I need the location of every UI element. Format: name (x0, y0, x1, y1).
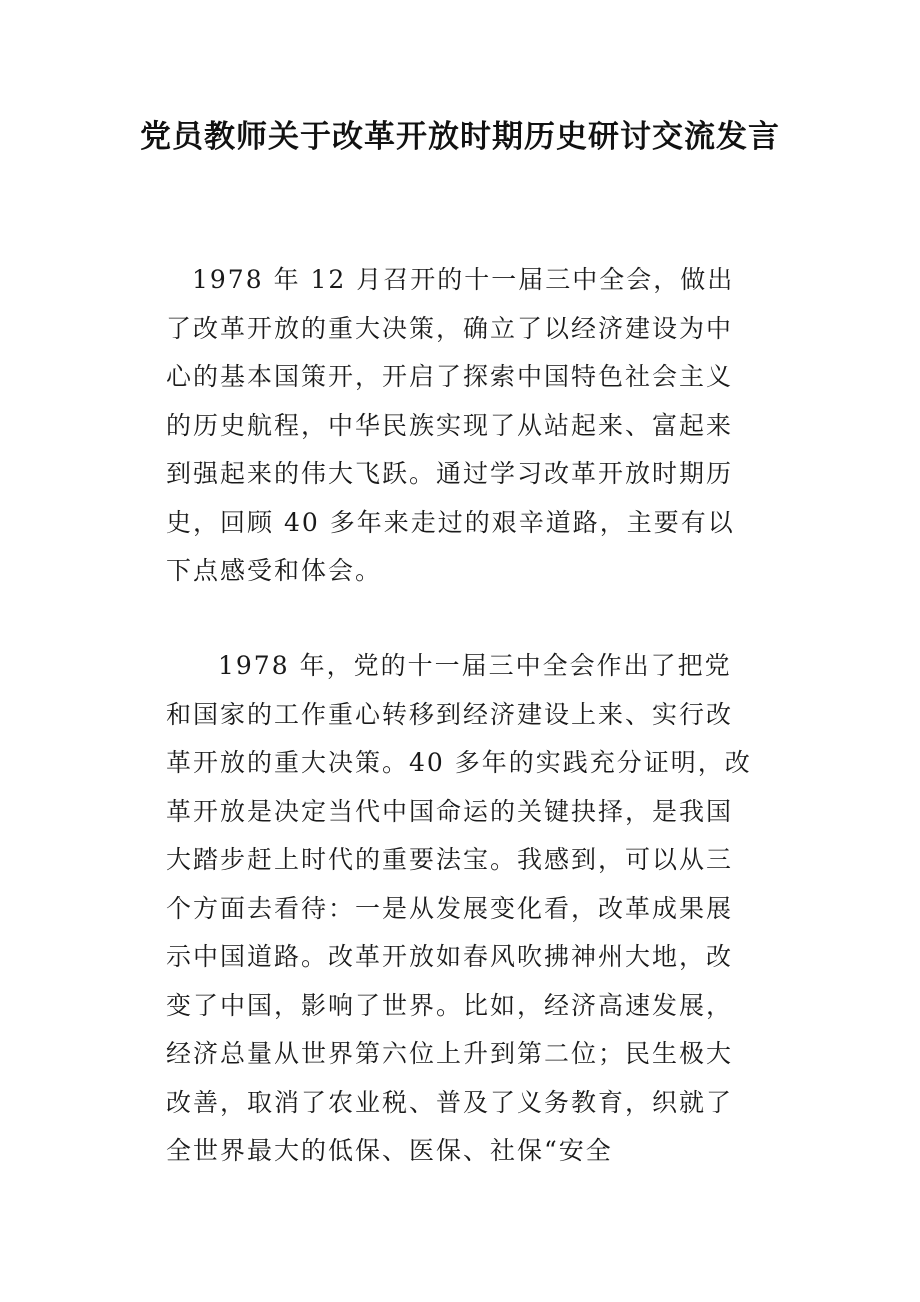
paragraph-1: 1978 年 12 月召开的十一届三中全会，做出了改革开放的重大决策，确立了以经济建设为中心的基本国策开，开启了探索中国特色社会主义的历史航程，中华民族实现了从站起来、富起来到强起来的伟大飞跃。通过学习改革开放时期历史，回顾 40 多年来走过的艰辛道路，主要有以下点感受和体会。 (166, 265, 735, 585)
paragraph-2: 1978 年，党的十一届三中全会作出了把党和国家的工作重心转移到经济建设上来、实行改革开放的重大决策。40 多年的实践充分证明，改革开放是决定当代中国命运的关键抉择，是我国大踏步赶上时代的重要法宝。我感到，可以从三个方面去看待：一是从发展变化看，改革成果展示中国道路。改革开放如春风吹拂神州大地，改变了中国，影响了世界。比如，经济高速发展，经济总量从世界第六位上升到第二位；民生极大改善，取消了农业税、普及了义务教育，织就了全世界最大的低保、医保、社保“安全 (166, 651, 752, 1165)
document-title: 党员教师关于改革开放时期历史研讨交流发言 (140, 119, 780, 155)
